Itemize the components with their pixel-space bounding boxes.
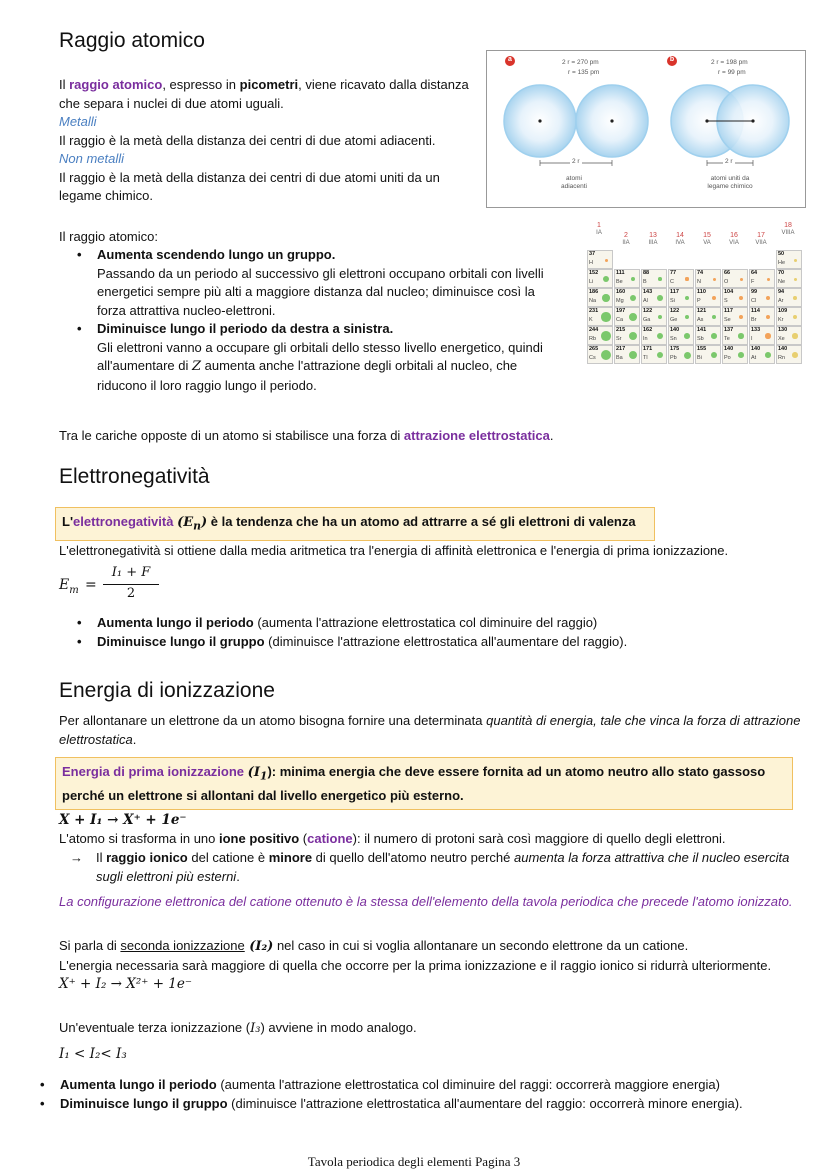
fig-b-dim: 2 r <box>725 158 733 165</box>
fig-a-caption2: adiacenti <box>560 183 588 190</box>
section-title-elettronegativita: Elettronegatività <box>59 465 210 488</box>
ie-bullet-aumenta: • Aumenta lungo il periodo (aumenta l'attrazione elettrostatica col diminuire del raggi: occorrerà maggiore energia) <box>40 1076 820 1095</box>
term-raggio-atomico: raggio atomico <box>69 77 163 92</box>
raggio-definitions <box>59 76 479 206</box>
element-Sb: 141 Sb <box>695 326 721 345</box>
group-header-2: 2 IIA <box>622 232 630 246</box>
section-title-ionizzazione: Energia di ionizzazione <box>59 679 275 702</box>
element-At: 140 At <box>749 345 775 364</box>
catione-text: L'atomo si trasforma in uno ione positivo (catione): il numero di protoni sarà così maggiore di quello degli elettroni. <box>59 831 726 846</box>
formula-denominator: 2 <box>126 586 136 601</box>
element-Ar: 94 Ar <box>776 288 802 307</box>
group-header-16: 16 VIA <box>729 232 739 246</box>
element-Ca: 197 Ca <box>614 307 640 326</box>
element-Si: 117 Si <box>668 288 694 307</box>
element-Ga: 122 Ga <box>641 307 667 326</box>
group-header-13: 13 IIIA <box>648 232 658 246</box>
group-header-14: 14 IVA <box>675 232 685 246</box>
element-Ge: 122 Ge <box>668 307 694 326</box>
raggio-bullet-aumenta: • Aumenta scendendo lungo un gruppo. Passando da un periodo al successivo gli elettroni occupano orbitali con livelli energetici sempre più alti a maggiore distanza dal nucleo; diminuisce così la forza attrattiva nucleo-elettroni. <box>77 246 567 320</box>
element-Rb: 244 Rb <box>587 326 613 345</box>
element-Te: 137 Te <box>722 326 748 345</box>
element-As: 121 As <box>695 307 721 326</box>
element-S: 104 S <box>722 288 748 307</box>
element-Mg: 160 Mg <box>614 288 640 307</box>
element-He: 50 He <box>776 250 802 269</box>
ionizzazione-intro: Per allontanare un elettrone da un atomo bisogna fornire una determinata quantità di energia, tale che vinca la forza di attrazione elettrostatica. <box>59 713 801 747</box>
element-Cl: 99 Cl <box>749 288 775 307</box>
element-K: 231 K <box>587 307 613 326</box>
element-I: 133 I <box>749 326 775 345</box>
formula-numerator: I₁ + F <box>111 565 151 580</box>
ionization-inequality: I₁ < I₂< I₃ <box>59 1046 127 1062</box>
element-C: 77 C <box>668 269 694 288</box>
page-footer: Tavola periodica degli elementi Pagina 3 <box>307 1154 521 1169</box>
en-bullet-aumenta: • Aumenta lungo il periodo (aumenta l'attrazione elettrostatica col diminuire del raggio) <box>77 614 817 633</box>
fig-a-line2: r = 135 pm <box>568 69 600 76</box>
element-Ba: 217 Ba <box>614 345 640 364</box>
element-In: 162 In <box>641 326 667 345</box>
ionizzazione-bullets <box>40 1076 820 1113</box>
term-picometri: picometri <box>239 77 299 92</box>
prima-ionizzazione-box: Energia di prima ionizzazione $(I_1)$: minima energia che deve essere fornita ad un atomo neutro allo stato gassoso perché un elettrone si allontani dal livello energetico più esterno. <box>55 757 793 810</box>
label-non-metalli: Non metalli <box>59 151 125 166</box>
element-Be: 111 Be <box>614 269 640 288</box>
element-F: 64 F <box>749 269 775 288</box>
element-P: 110 P <box>695 288 721 307</box>
ie-bullet-diminuisce: • Diminuisce lungo il gruppo (diminuisce l'attrazione elettrostatica all'aumentare del raggio: occorrerà minore energia). <box>40 1095 820 1114</box>
term-attrazione-elettrostatica: attrazione elettrostatica <box>403 428 550 443</box>
group-header-15: 15 VA <box>703 232 711 246</box>
raggio-ionico-note: → Il raggio ionico del catione è minore di quello dell'atomo neutro perché aumenta la forza attrattiva che il nucleo esercita sugli elettroni più esterni. <box>70 850 790 884</box>
element-N: 74 N <box>695 269 721 288</box>
group-header-1: 1 IA <box>596 222 602 236</box>
element-Pb: 175 Pb <box>668 345 694 364</box>
raggio-bullets <box>77 246 567 395</box>
text-non-metalli: Il raggio è la metà della distanza dei centri di due atomi uniti da un legame chimico. <box>59 169 440 203</box>
seconda-ionizzazione: Si parla di seconda ionizzazione (I₂) nel caso in cui si voglia allontanare un secondo elettrone da un catione. L'energia necessaria sarà maggiore di quella che occorre per la prima ionizzazione e il raggio ionico si ridurrà ulteriormente. X⁺ + I₂ → X²⁺ + 1e⁻ <box>59 937 819 994</box>
periodic-table-radii <box>587 222 805 404</box>
elettronegativita-text: L'elettronegatività si ottiene dalla media aritmetica tra l'energia di affinità elettronica e l'energia di prima ionizzazione. <box>59 543 729 558</box>
badge-b-label: b <box>669 56 675 63</box>
elettronegativita-bullets <box>77 614 817 651</box>
fig-b-line1: 2 r = 198 pm <box>711 59 748 66</box>
element-Bi: 155 Bi <box>695 345 721 364</box>
group-header-18: 18 VIIIA <box>781 222 795 236</box>
group-header-17: 17 VIIA <box>755 232 767 246</box>
element-H: 37 H <box>587 250 613 269</box>
elettronegativita-formula: $E_m$ = I₁ + F 2 <box>59 565 179 605</box>
fig-b-line2: r = 99 pm <box>718 69 746 76</box>
raggio-closing: Tra le cariche opposte di un atomo si stabilisce una forza di attrazione elettrostatica. <box>59 428 554 443</box>
equation-prima-ionizzazione: X + I₁ → X⁺ + 1e⁻ <box>59 812 187 828</box>
atomic-radius-figure <box>486 50 806 208</box>
element-Li: 152 Li <box>587 269 613 288</box>
raggio-lead: Il raggio atomico: <box>59 229 158 244</box>
arrow-icon: → <box>70 850 83 865</box>
label-metalli: Metalli <box>59 114 97 129</box>
element-O: 66 O <box>722 269 748 288</box>
element-Rn: 140 Rn <box>776 345 802 364</box>
element-Sn: 140 Sn <box>668 326 694 345</box>
element-Al: 143 Al <box>641 288 667 307</box>
element-Xe: 130 Xe <box>776 326 802 345</box>
element-Se: 117 Se <box>722 307 748 326</box>
equation-seconda-ionizzazione: X⁺ + I₂ → X²⁺ + 1e⁻ <box>59 976 193 992</box>
element-Po: 140 Po <box>722 345 748 364</box>
raggio-bullet-diminuisce: • Diminuisce lungo il periodo da destra a sinistra. Gli elettroni vanno a occupare gli orbitali dello stesso livello energetico, quindi all'aumentare di Z aumenta anche l'attrazione degli orbitali al nucleo, che riducono il loro raggio lungo il periodo. <box>77 320 567 395</box>
badge-a-label: a <box>508 56 512 63</box>
element-Ne: 70 Ne <box>776 269 802 288</box>
element-Sr: 215 Sr <box>614 326 640 345</box>
text-metalli: Il raggio è la metà della distanza dei centri di due atomi adiacenti. <box>59 132 436 148</box>
element-Kr: 109 Kr <box>776 307 802 326</box>
configurazione-note: La configurazione elettronica del catione ottenuto è la stessa dell'elemento della tavola periodica che precede l'atomo ionizzato. <box>59 894 793 909</box>
element-Na: 186 Na <box>587 288 613 307</box>
raggio-intro: Il raggio atomico, espresso in picometri, viene ricavato dalla distanza che separa i nuclei di due atomi uguali. <box>59 77 469 111</box>
en-bullet-diminuisce: • Diminuisce lungo il gruppo (diminuisce l'attrazione elettrostatica all'aumentare del raggio). <box>77 633 817 652</box>
fig-a-dim: 2 r <box>572 158 580 165</box>
terza-ionizzazione: Un'eventuale terza ionizzazione (I₃) avviene in modo analogo. <box>59 1020 417 1036</box>
section-title-raggio: Raggio atomico <box>59 29 205 52</box>
element-Tl: 171 Tl <box>641 345 667 364</box>
elettronegativita-definition-box: L'elettronegatività $(E_n)$ è la tendenza che ha un atomo ad attrarre a sé gli elettroni di valenza <box>55 507 655 541</box>
element-B: 88 B <box>641 269 667 288</box>
element-Br: 114 Br <box>749 307 775 326</box>
fig-b-caption1: atomi uniti da <box>710 175 750 182</box>
fig-a-caption1: atomi <box>566 175 582 182</box>
element-Cs: 265 Cs <box>587 345 613 364</box>
fig-b-caption2: legame chimico <box>707 183 753 190</box>
fig-a-line1: 2 r = 270 pm <box>562 59 599 66</box>
